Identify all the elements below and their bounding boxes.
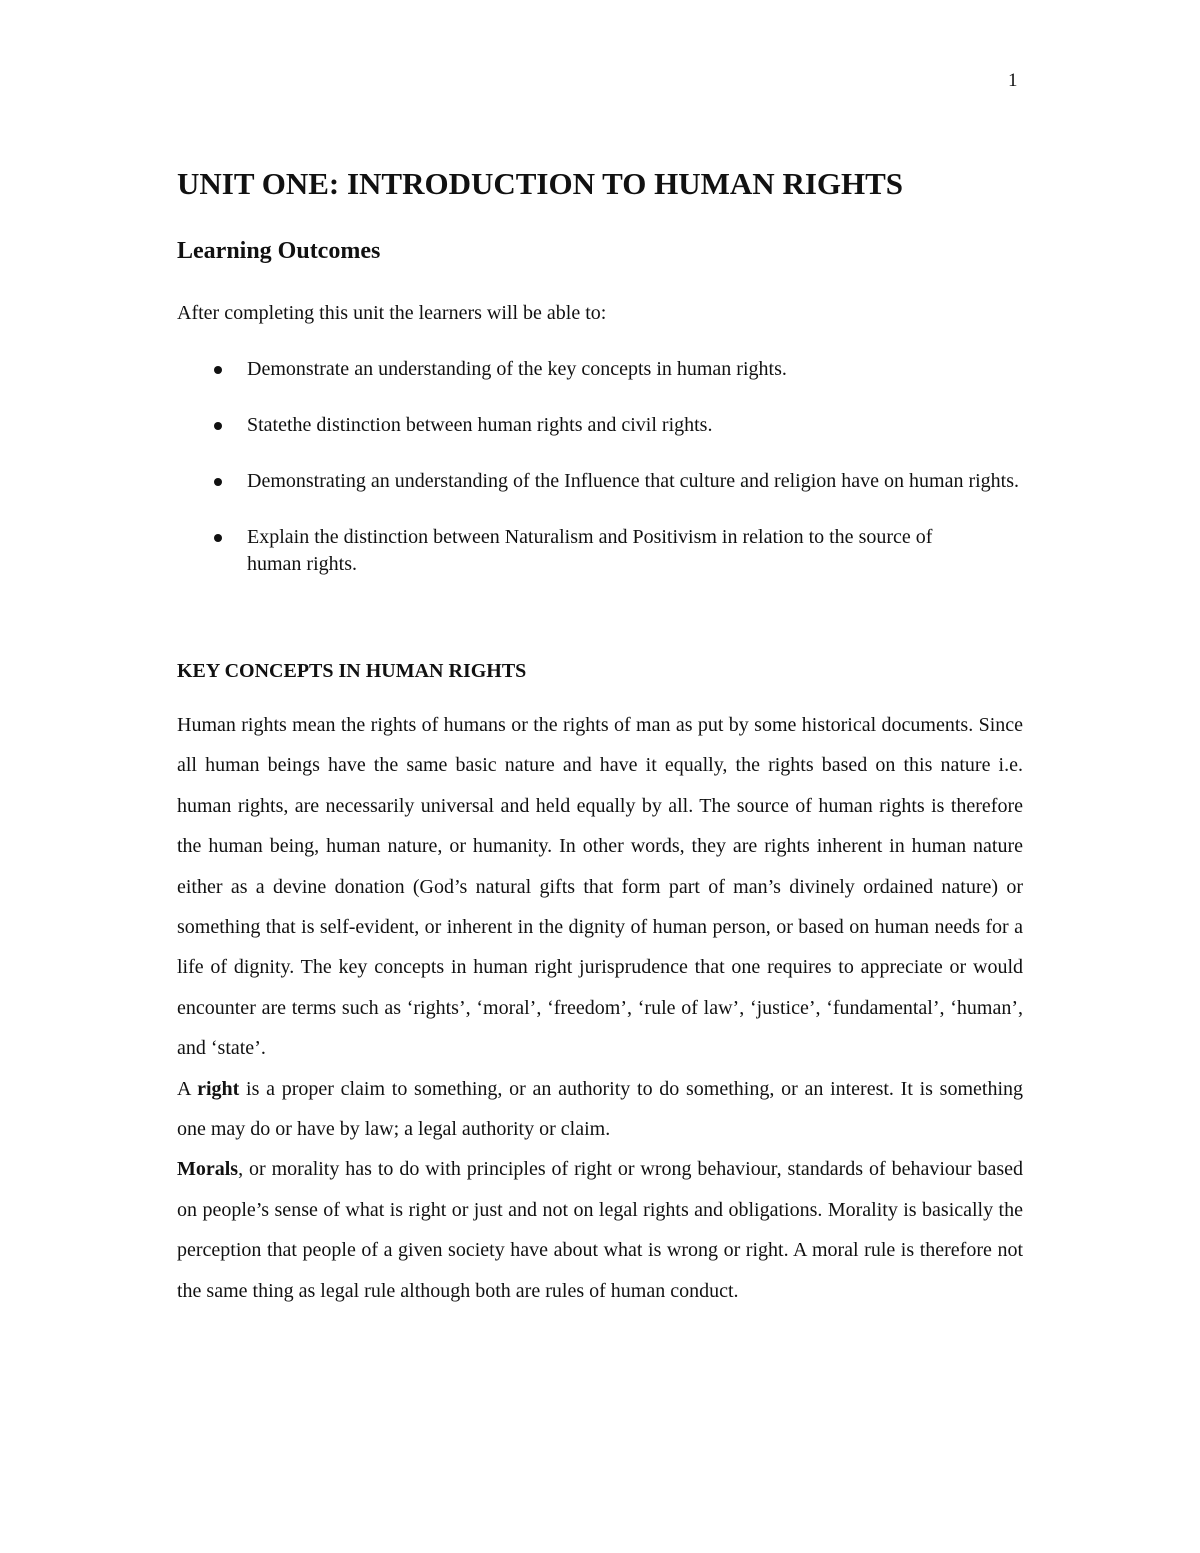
list-item <box>177 412 1037 439</box>
right-lead: A <box>177 1077 198 1100</box>
bullet-icon <box>214 422 222 430</box>
bullet-icon <box>214 534 222 542</box>
learning-outcomes-list <box>177 356 1037 607</box>
unit-title: UNIT ONE: INTRODUCTION TO HUMAN RIGHTS <box>177 166 904 201</box>
key-concepts-body <box>177 705 1023 1311</box>
bullet-icon <box>214 366 222 374</box>
list-item-text: Statethe distinction between human rights and civil rights. <box>247 414 713 436</box>
page-number: 1 <box>1008 70 1018 91</box>
morals-term: Morals <box>177 1158 239 1181</box>
list-item <box>177 356 1037 383</box>
key-concepts-heading: KEY CONCEPTS IN HUMAN RIGHTS <box>177 660 527 682</box>
learning-outcomes-heading: Learning Outcomes <box>177 238 381 264</box>
list-item <box>177 468 1037 495</box>
human-rights-paragraph: Human rights mean the rights of humans or the rights of man as put by some historical documents. Since all human beings have the same basic nature and have it equally, the rights based on this nature i.e. human rights, are necessarily universal and held equally by all. The source of human rights is therefore the human being, human nature, or humanity. In other words, they are rights inherent in human nature either as a devine donation (God’s natural gifts that form part of man’s divinely ordained nature) or something that is self-evident, or inherent in the dignity of human person, or based on human needs for a life of dignity. The key concepts in human right jurisprudence that one requires to appreciate or would encounter are terms such as ‘rights’, ‘moral’, ‘freedom’, ‘rule of law’, ‘justice’, ‘fundamental’, ‘human’, and ‘state’. <box>177 714 1023 1060</box>
list-item-text: Demonstrating an understanding of the Influence that culture and religion have on human rights. <box>247 470 1020 492</box>
list-item-text: Explain the distinction between Naturalism and Positivism in relation to the source of human rights. <box>247 526 933 575</box>
right-text: is a proper claim to something, or an authority to do something, or an interest. It is something one may do or have by law; a legal authority or claim. <box>177 1077 1023 1141</box>
morals-text: , or morality has to do with principles of right or wrong behaviour, standards of behaviour based on people’s sense of what is right or just and not on legal rights and obligations. Morality is basically the perception that people of a given society have about what is wrong or right. A moral rule is therefore not the same thing as legal rule although both are rules of human conduct. <box>177 1158 1023 1302</box>
morals-definition-paragraph <box>177 1149 1023 1311</box>
list-item-text: Demonstrate an understanding of the key concepts in human rights. <box>247 358 787 380</box>
learning-outcomes-intro: After completing this unit the learners will be able to: <box>177 302 607 324</box>
right-definition-paragraph <box>177 1069 1023 1150</box>
list-item <box>177 524 967 578</box>
right-term: right <box>197 1077 240 1100</box>
bullet-icon <box>214 478 222 486</box>
